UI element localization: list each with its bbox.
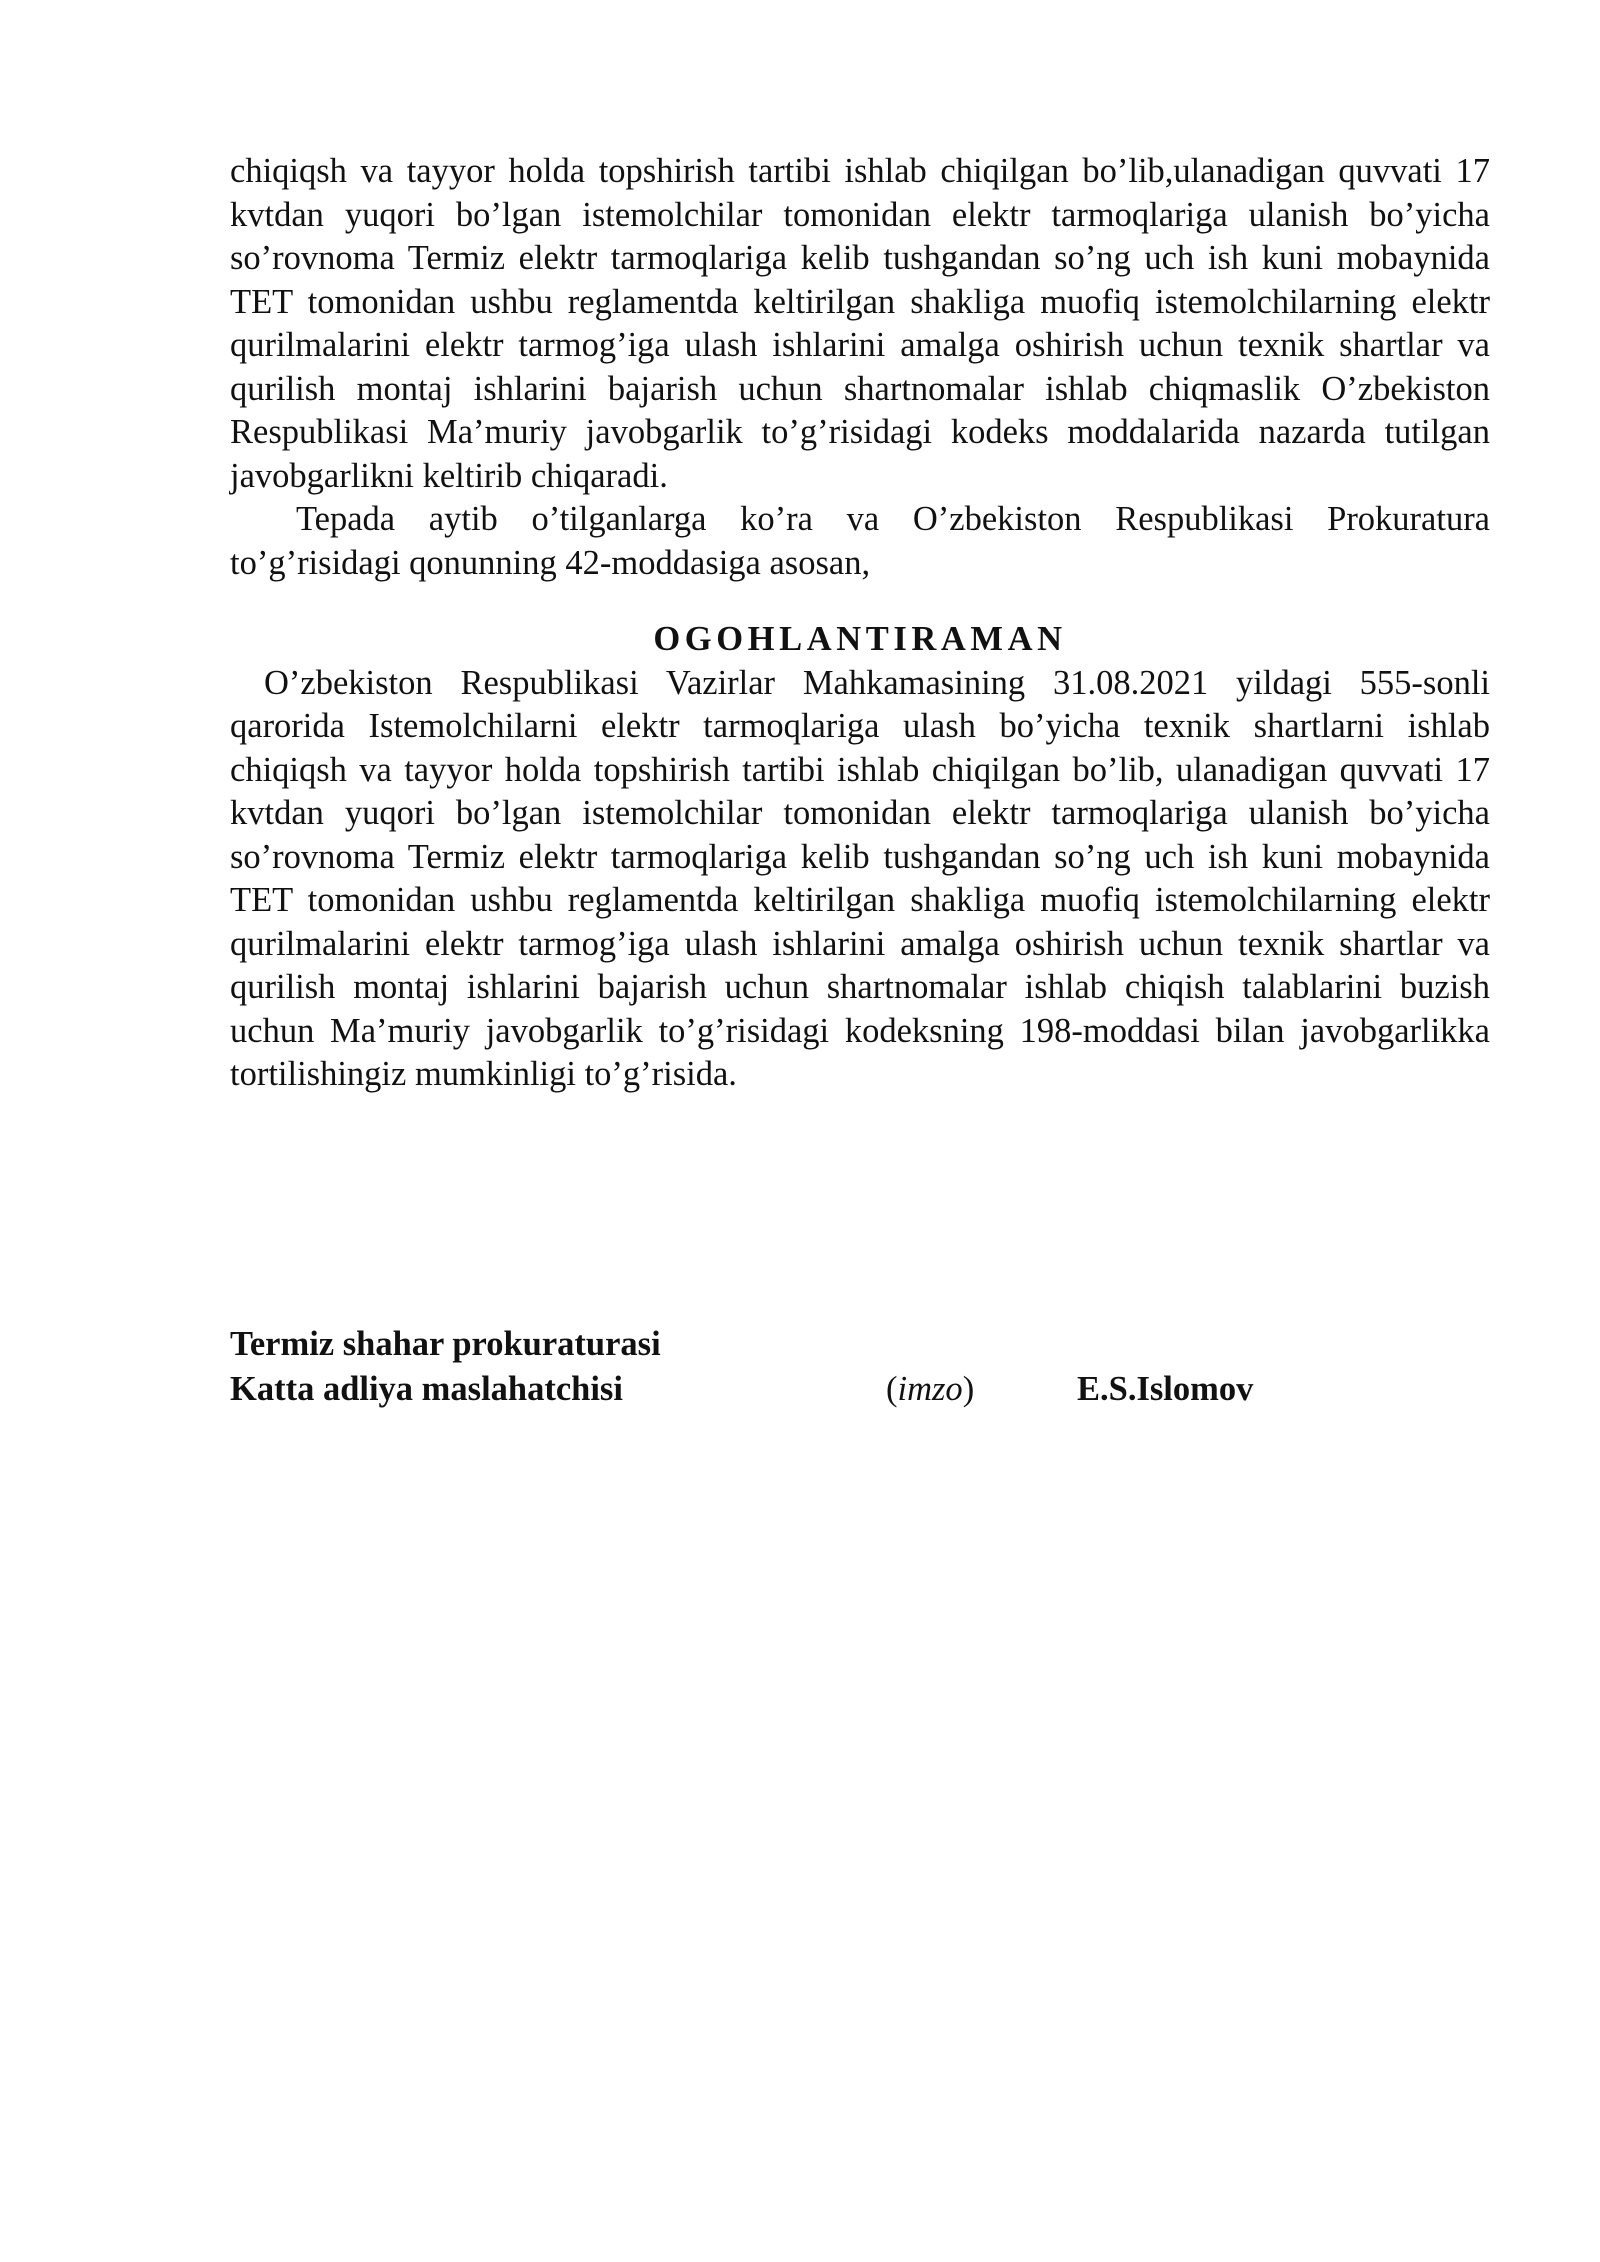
signature-position: Katta adliya maslahatchisi xyxy=(230,1370,623,1408)
paragraph-continuation: chiqiqsh va tayyor holda topshirish tartibi ishlab chiqilgan bo’lib,ulanadigan quvvati 17 kvtdan yuqori bo’lgan istemolchilar tomonidan elektr tarmoqlariga ulanish bo’yicha so’rovnoma Termiz elektr tarmoqlariga kelib tushgandan so’ng uch ish kuni mobaynida TET tomonidan ushbu reglamentda keltirilgan shakliga muofiq istemolchilarning elektr qurilmalarini elektr tarmog’iga ulash ishlarini amalga oshirish uchun texnik shartlar va qurilish montaj ishlarini bajarish uchun shartnomalar ishlab chiqmaslik O’zbekiston Respublikasi Ma’muriy javobgarlik to’g’risidagi kodeks moddalarida nazarda tutilgan javobgarlikni keltirib chiqaradi. xyxy=(230,152,1490,495)
signature-block xyxy=(230,1322,1490,1412)
signatory-name: E.S.Islomov xyxy=(1077,1370,1254,1408)
signature-organization: Termiz shahar prokuraturasi xyxy=(230,1325,661,1363)
paragraph-basis: Tepada aytib o’tilganlarga ko’ra va O’zbekiston Respublikasi Prokuratura to’g’risidagi qonunning 42-moddasiga asosan, xyxy=(230,500,1490,582)
signature-mark-open: ( xyxy=(886,1370,898,1408)
paragraph-warning-text: O’zbekiston Respublikasi Vazirlar Mahkamasining 31.08.2021 yildagi 555-sonli qarorida Istemolchilarni elektr tarmoqlariga ulash bo’yicha texnik shartlarni ishlab chiqiqsh va tayyor holda topshirish tartibi ishlab chiqilgan bo’lib, ulanadigan quvvati 17 kvtdan yuqori bo’lgan istemolchilar tomonidan elektr tarmoqlariga ulanish bo’yicha so’rovnoma Termiz elektr tarmoqlariga kelib tushgandan so’ng uch ish kuni mobaynida TET tomonidan ushbu reglamentda keltirilgan shakliga muofiq istemolchilarning elektr qurilmalarini elektr tarmog’iga ulash ishlarini amalga oshirish uchun texnik shartlar va qurilish montaj ishlarini bajarish uchun shartnomalar ishlab chiqish talablarini buzish uchun Ma’muriy javobgarlik to’g’risidagi kodeksning 198-moddasi bilan javobgarlikka tortilishingiz mumkinligi to’g’risida. xyxy=(230,663,1490,1093)
document-body xyxy=(230,150,1490,1097)
signature-line-position xyxy=(230,1367,1490,1412)
signature-mark-text: imzo xyxy=(897,1370,963,1408)
signature-mark-close: ) xyxy=(962,1370,975,1408)
signature-mark xyxy=(886,1367,974,1412)
signature-line-organization xyxy=(230,1322,1490,1367)
warning-heading: OGOHLANTIRAMAN xyxy=(653,620,1067,658)
